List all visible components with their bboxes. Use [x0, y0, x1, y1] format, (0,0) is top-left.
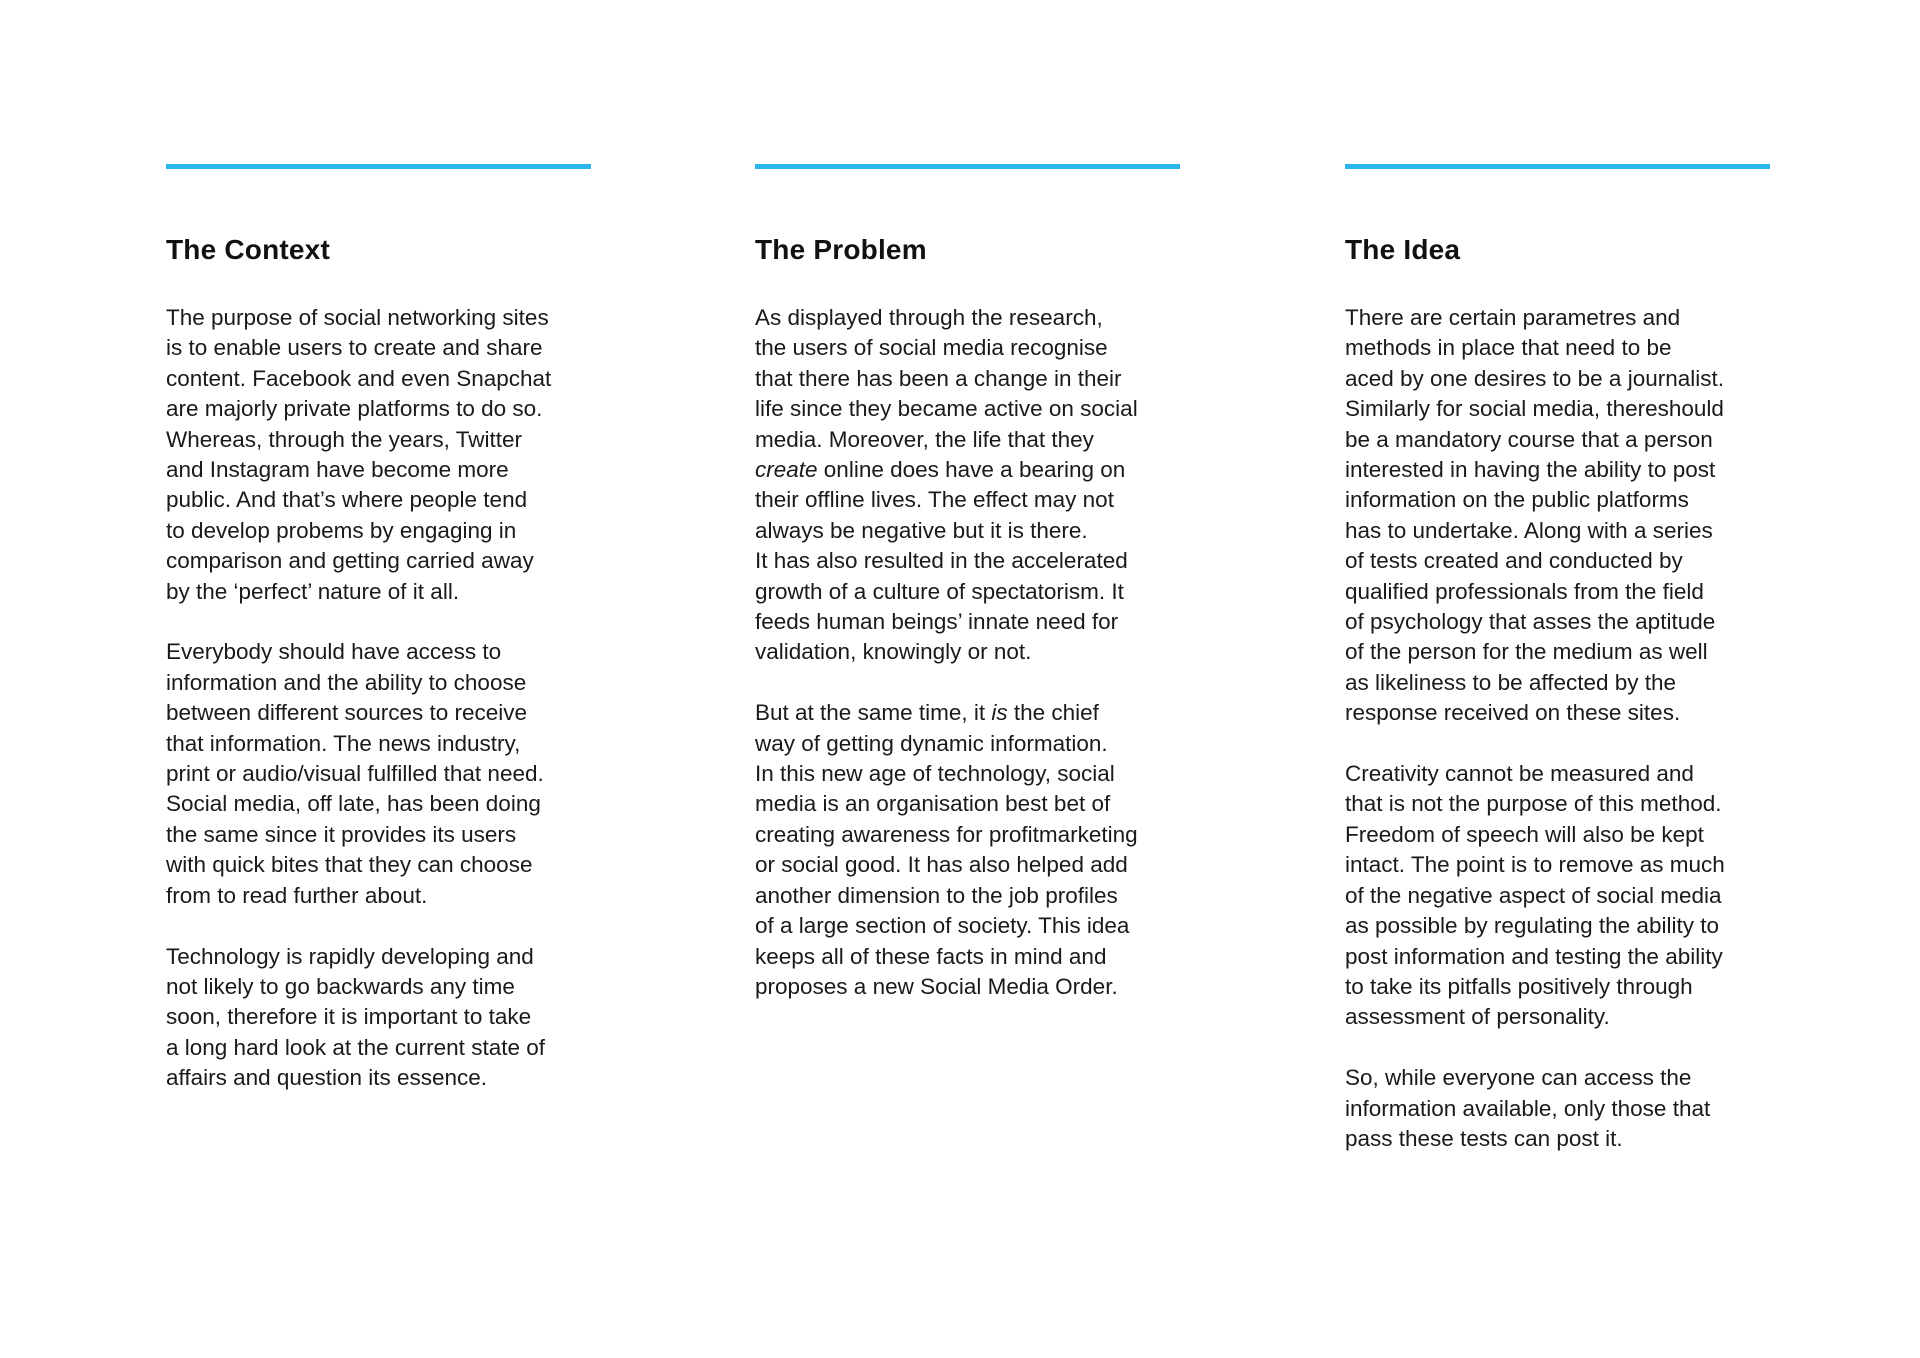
text-line: be a mandatory course that a person: [1345, 426, 1713, 452]
text-line: with quick bites that they can choose: [166, 852, 533, 878]
text-line: always be negative but it is there.: [755, 517, 1088, 543]
text-line: information and the ability to choose: [166, 669, 527, 695]
text-line: content. Facebook and even Snapchat: [166, 365, 552, 391]
text-line: Everybody should have access to: [166, 639, 502, 665]
text-line: affairs and question its essence.: [166, 1065, 488, 1091]
body-paragraph: [166, 942, 591, 1094]
text-line: Whereas, through the years, Twitter: [166, 426, 523, 452]
column-idea: [1345, 164, 1770, 1154]
text-line: interested in having the ability to post: [1345, 457, 1716, 483]
text-line: As displayed through the research,: [755, 305, 1103, 330]
text-line: that information. The news industry,: [166, 730, 521, 756]
text-line: of psychology that asses the aptitude: [1345, 609, 1716, 635]
text-line: life since they became active on social: [755, 396, 1138, 422]
column-context: [166, 164, 591, 1094]
text-line: print or audio/visual fulfilled that need.: [166, 761, 544, 787]
text-line: comparison and getting carried away: [166, 548, 534, 574]
body-paragraph: [755, 303, 1180, 668]
text-fragment: the chief: [1007, 700, 1099, 726]
text-line: between different sources to receive: [166, 700, 528, 726]
text-line: that is not the purpose of this method.: [1345, 791, 1722, 817]
text-line: Freedom of speech will also be kept: [1345, 821, 1704, 847]
emphasized-word: is: [991, 700, 1008, 726]
text-line: methods in place that need to be: [1345, 335, 1672, 361]
text-line: are majorly private platforms to do so.: [166, 396, 543, 422]
text-line: to develop probems by engaging in: [166, 517, 517, 543]
section-body-context: [166, 303, 591, 1094]
text-line: and Instagram have become more: [166, 457, 509, 483]
text-line: of tests created and conducted by: [1345, 548, 1683, 574]
text-line: of the negative aspect of social media: [1345, 882, 1722, 908]
body-paragraph: [166, 637, 591, 911]
text-line: keeps all of these facts in mind and: [755, 943, 1107, 969]
text-line: aced by one desires to be a journalist.: [1345, 365, 1724, 391]
text-line: a long hard look at the current state of: [166, 1034, 545, 1060]
text-line: the users of social media recognise: [755, 335, 1108, 361]
text-line: public. And that’s where people tend: [166, 487, 528, 513]
text-line: to take its pitfalls positively through: [1345, 973, 1693, 999]
text-line: that there has been a change in their: [755, 365, 1122, 391]
text-line: as possible by regulating the ability to: [1345, 913, 1719, 939]
text-line: not likely to go backwards any time: [166, 973, 515, 999]
section-heading-context: The Context: [166, 234, 330, 265]
text-line: In this new age of technology, social: [755, 761, 1115, 787]
section-heading-problem: The Problem: [755, 234, 927, 265]
text-line: the same since it provides its users: [166, 821, 517, 847]
text-line: [755, 698, 1180, 728]
text-line: The purpose of social networking sites: [166, 305, 549, 330]
text-line: information on the public platforms: [1345, 487, 1689, 513]
text-line: So, while everyone can access the: [1345, 1065, 1692, 1091]
text-line: [755, 455, 1180, 485]
text-fragment: online does have a bearing on: [817, 457, 1126, 483]
text-line: post information and testing the ability: [1345, 943, 1723, 969]
section-body-idea: [1345, 303, 1770, 1154]
text-line: pass these tests can post it.: [1345, 1125, 1623, 1151]
accent-rule: [1345, 164, 1770, 169]
accent-rule: [755, 164, 1180, 169]
emphasized-word: create: [755, 457, 818, 483]
section-body-problem: [755, 303, 1180, 1002]
text-line: response received on these sites.: [1345, 700, 1681, 726]
text-line: their offline lives. The effect may not: [755, 487, 1114, 513]
body-paragraph: [755, 698, 1180, 1002]
text-line: proposes a new Social Media Order.: [755, 973, 1118, 999]
body-paragraph: [1345, 759, 1770, 1033]
text-line: of the person for the medium as well: [1345, 639, 1708, 665]
text-line: There are certain parametres and: [1345, 305, 1681, 330]
text-line: intact. The point is to remove as much: [1345, 852, 1725, 878]
text-line: validation, knowingly or not.: [755, 639, 1032, 665]
text-line: soon, therefore it is important to take: [166, 1004, 532, 1030]
text-line: is to enable users to create and share: [166, 335, 543, 361]
text-line: of a large section of society. This idea: [755, 913, 1130, 939]
column-problem: [755, 164, 1180, 1002]
text-line: Social media, off late, has been doing: [166, 791, 541, 817]
text-fragment: But at the same time, it: [755, 700, 992, 726]
text-line: from to read further about.: [166, 882, 428, 908]
text-line: Creativity cannot be measured and: [1345, 761, 1694, 787]
text-line: has to undertake. Along with a series: [1345, 517, 1713, 543]
body-paragraph: [1345, 303, 1770, 729]
text-line: another dimension to the job profiles: [755, 882, 1118, 908]
body-paragraph: [1345, 1063, 1770, 1154]
text-line: or social good. It has also helped add: [755, 852, 1128, 878]
text-line: qualified professionals from the field: [1345, 578, 1704, 604]
text-line: growth of a culture of spectatorism. It: [755, 578, 1124, 604]
text-line: feeds human beings’ innate need for: [755, 609, 1119, 635]
text-line: media. Moreover, the life that they: [755, 426, 1094, 452]
body-paragraph: [166, 303, 591, 607]
text-line: as likeliness to be affected by the: [1345, 669, 1677, 695]
text-line: assessment of personality.: [1345, 1004, 1610, 1030]
text-line: Similarly for social media, thereshould: [1345, 396, 1724, 422]
text-line: It has also resulted in the accelerated: [755, 548, 1128, 574]
text-line: Technology is rapidly developing and: [166, 943, 534, 969]
text-line: media is an organisation best bet of: [755, 791, 1111, 817]
text-line: way of getting dynamic information.: [755, 730, 1108, 756]
accent-rule: [166, 164, 591, 169]
text-line: creating awareness for profitmarketing: [755, 821, 1138, 847]
section-heading-idea: The Idea: [1345, 234, 1461, 265]
text-line: by the ‘perfect’ nature of it all.: [166, 578, 460, 604]
text-line: information available, only those that: [1345, 1095, 1711, 1121]
